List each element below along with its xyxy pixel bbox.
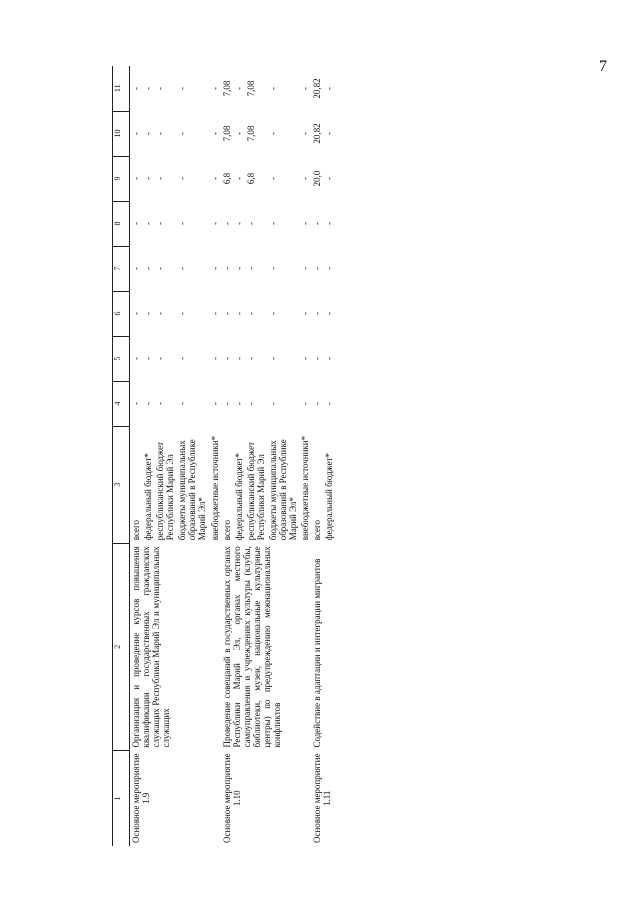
value-cell: - xyxy=(324,177,335,181)
funding-source: всего xyxy=(131,520,141,541)
value-cell: - xyxy=(177,222,188,226)
value-cell: - xyxy=(143,402,154,406)
value-cell: - xyxy=(245,357,256,361)
value-cell: - xyxy=(245,222,256,226)
header-cell: 8 xyxy=(113,201,130,246)
value-cell: - xyxy=(267,312,278,316)
value-cell: - xyxy=(177,402,188,406)
value-cell: - xyxy=(233,357,244,361)
value-cell: - xyxy=(177,267,188,271)
table-header-row xyxy=(113,66,130,846)
value-cell: 7,08 xyxy=(245,80,256,97)
value-cell: - xyxy=(131,177,141,181)
value-cell: - xyxy=(131,132,141,136)
header-cell: 4 xyxy=(113,381,130,426)
value-cell: - xyxy=(267,222,278,226)
value-cell: - xyxy=(131,402,141,406)
value-cell: - xyxy=(209,402,220,406)
header-cell: 5 xyxy=(113,336,130,381)
value-cell: - xyxy=(131,87,141,91)
value-cell: - xyxy=(233,87,244,91)
value-cell: - xyxy=(267,267,278,271)
funding-source: республиканский бюджет Республики Марий Эл xyxy=(155,441,176,541)
table-row xyxy=(221,66,233,846)
header-cell: 10 xyxy=(113,111,130,156)
value-cell: - xyxy=(209,87,220,91)
value-cell: 20,82 xyxy=(312,123,323,144)
funding-source: федеральный бюджет* xyxy=(233,452,244,541)
value-cell: - xyxy=(209,132,220,136)
value-cell: - xyxy=(312,222,323,226)
value-cell: - xyxy=(324,267,335,271)
value-cell: - xyxy=(143,132,154,136)
header-cell: 1 xyxy=(113,751,130,846)
funding-source: внебюджетные источники* xyxy=(300,435,311,541)
value-cell: - xyxy=(131,357,141,361)
value-cell: - xyxy=(131,222,141,226)
value-cell: - xyxy=(233,132,244,136)
value-cell: - xyxy=(300,177,311,181)
value-cell: - xyxy=(155,87,166,91)
header-cell: 2 xyxy=(113,543,130,750)
header-cell: 11 xyxy=(113,66,130,111)
value-cell: - xyxy=(300,312,311,316)
funding-source: федеральный бюджет* xyxy=(324,452,335,541)
value-cell: - xyxy=(177,177,188,181)
value-cell: - xyxy=(155,312,166,316)
value-cell: - xyxy=(312,402,323,406)
value-cell: - xyxy=(155,132,166,136)
rotated-table-sheet xyxy=(112,66,532,846)
measure-code: Основное мероприятие 1.11 xyxy=(312,753,333,843)
value-cell: 6,8 xyxy=(221,172,232,185)
value-cell: - xyxy=(209,177,220,181)
funding-source: внебюджетные источники* xyxy=(209,435,220,541)
value-cell: - xyxy=(143,222,154,226)
header-cell: 6 xyxy=(113,291,130,336)
value-cell: - xyxy=(245,312,256,316)
value-cell: - xyxy=(143,357,154,361)
value-cell: - xyxy=(233,402,244,406)
value-cell: - xyxy=(221,402,232,406)
value-cell: - xyxy=(324,87,335,91)
table-row xyxy=(311,66,323,846)
funding-source: республиканский бюджет Республики Марий Эл xyxy=(245,441,266,541)
value-cell: - xyxy=(300,267,311,271)
header-cell: 9 xyxy=(113,156,130,201)
value-cell: - xyxy=(143,177,154,181)
measure-name: Организация и проведение курсов повышения квалификации государственных гражданских служащих Республики Марий Эл и муниципальных служащих xyxy=(131,546,172,748)
value-cell: - xyxy=(221,222,232,226)
value-cell: - xyxy=(324,312,335,316)
table-row xyxy=(130,66,143,846)
funding-source: всего xyxy=(312,520,323,541)
value-cell: - xyxy=(300,222,311,226)
value-cell: - xyxy=(209,312,220,316)
value-cell: - xyxy=(209,222,220,226)
value-cell: - xyxy=(209,267,220,271)
funding-source: бюджеты муниципальных образований в Республике Марий Эл* xyxy=(177,439,208,541)
value-cell: 6,8 xyxy=(245,172,256,185)
value-cell: - xyxy=(143,267,154,271)
measure-name: Содействие в адаптации и интеграции мигрантов xyxy=(312,558,323,748)
value-cell: - xyxy=(233,312,244,316)
value-cell: 20,0 xyxy=(312,170,323,187)
value-cell: - xyxy=(143,312,154,316)
header-cell: 7 xyxy=(113,246,130,291)
value-cell: 7,08 xyxy=(221,125,232,142)
value-cell: - xyxy=(221,312,232,316)
measure-code: Основное мероприятие 1.9 xyxy=(131,753,152,843)
value-cell: 7,08 xyxy=(221,80,232,97)
value-cell: - xyxy=(267,87,278,91)
value-cell: - xyxy=(155,402,166,406)
value-cell: - xyxy=(233,267,244,271)
value-cell: - xyxy=(267,357,278,361)
value-cell: - xyxy=(312,267,323,271)
measure-name: Проведение совещаний в государственных органах Республики Марий Эл, органах местного самоуправления и учреждениях культуры (клубы, библиотеки, музеи, национальные культурные центры) по предупреждению межнациональных конфликтов xyxy=(221,546,283,748)
value-cell: - xyxy=(221,267,232,271)
value-cell: - xyxy=(312,312,323,316)
measure-code: Основное мероприятие 1.10 xyxy=(221,753,242,843)
value-cell: - xyxy=(300,357,311,361)
value-cell: - xyxy=(312,357,323,361)
value-cell: 7,08 xyxy=(245,125,256,142)
table-body xyxy=(130,66,336,846)
value-cell: - xyxy=(267,402,278,406)
value-cell: - xyxy=(177,357,188,361)
page-number: 7 xyxy=(599,58,607,75)
value-cell: - xyxy=(300,87,311,91)
value-cell: - xyxy=(300,402,311,406)
value-cell: - xyxy=(143,87,154,91)
value-cell: - xyxy=(324,132,335,136)
funding-source: бюджеты муниципальных образований в Республике Марий Эл* xyxy=(267,439,299,541)
funding-source: федеральный бюджет* xyxy=(143,452,154,541)
value-cell: - xyxy=(155,177,166,181)
value-cell: - xyxy=(300,132,311,136)
value-cell: - xyxy=(177,87,188,91)
value-cell: - xyxy=(131,312,141,316)
value-cell: - xyxy=(155,267,166,271)
value-cell: - xyxy=(267,132,278,136)
value-cell: - xyxy=(177,132,188,136)
header-cell: 3 xyxy=(113,426,130,543)
value-cell: - xyxy=(221,357,232,361)
funding-source: всего xyxy=(221,520,232,541)
value-cell: - xyxy=(233,177,244,181)
value-cell: - xyxy=(245,402,256,406)
value-cell: - xyxy=(324,222,335,226)
budget-table xyxy=(112,66,335,846)
value-cell: - xyxy=(155,357,166,361)
value-cell: - xyxy=(131,267,141,271)
value-cell: 20,82 xyxy=(312,78,323,99)
value-cell: - xyxy=(267,177,278,181)
value-cell: - xyxy=(245,267,256,271)
value-cell: - xyxy=(324,357,335,361)
value-cell: - xyxy=(209,357,220,361)
value-cell: - xyxy=(155,222,166,226)
value-cell: - xyxy=(324,402,335,406)
value-cell: - xyxy=(177,312,188,316)
value-cell: - xyxy=(233,222,244,226)
